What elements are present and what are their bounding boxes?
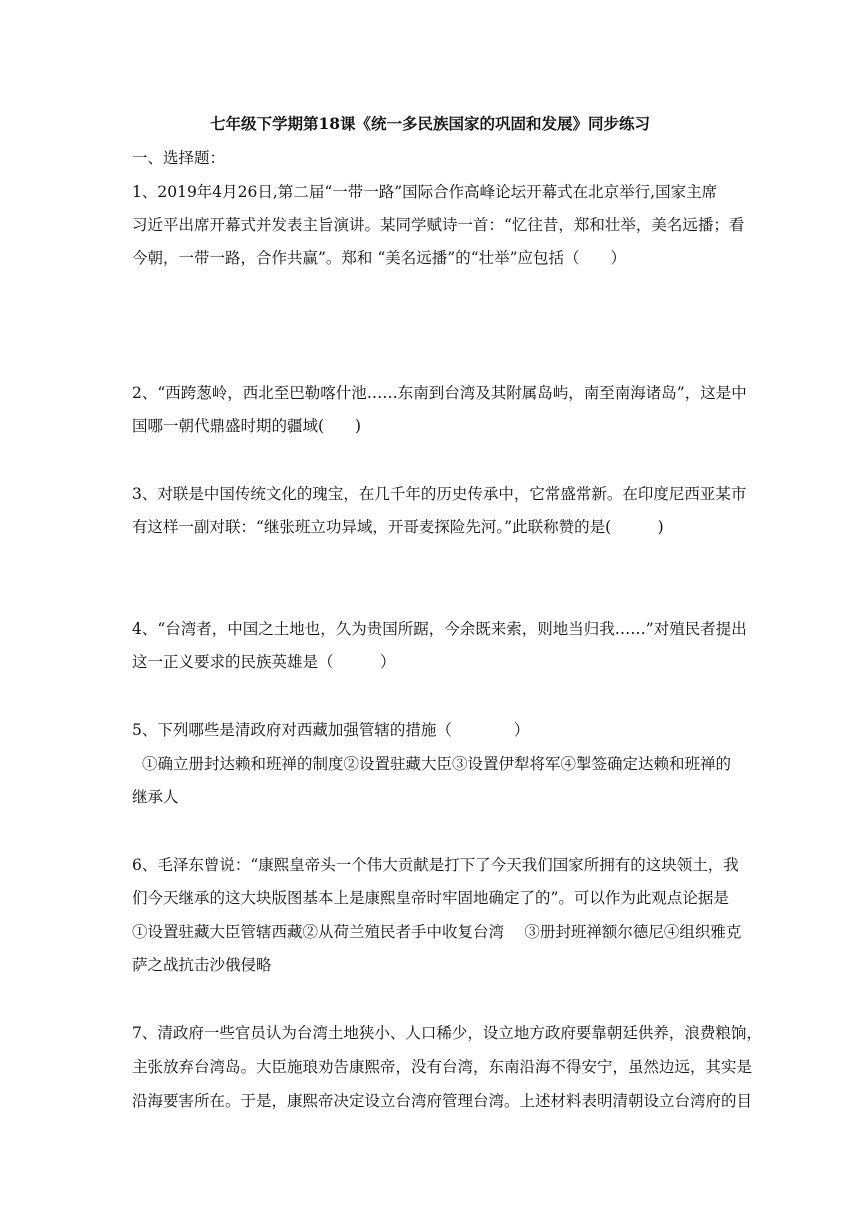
question-1-line-1: 1、2019年4月26日,第二届“一带一路”国际合作高峰论坛开幕式在北京举行,国家主席 xyxy=(132,183,718,201)
question-1-line-2: 习近平出席开幕式并发表主旨演讲。某同学赋诗一首：“忆往昔，郑和壮举，美名远播；看 xyxy=(132,216,745,234)
question-5-line-3: 继承人 xyxy=(132,788,179,806)
question-6-line-4: 萨之战抗击沙俄侵略 xyxy=(132,956,272,974)
question-3-line-2: 有这样一副对联：“继张班立功异域，开哥麦探险先河。”此联称赞的是( ) xyxy=(132,518,664,536)
question-7-line-3: 沿海要害所在。于是，康熙帝决定设立台湾府管理台湾。上述材料表明清朝设立台湾府的目 xyxy=(132,1092,753,1110)
question-4-line-1: 4、“台湾者，中国之土地也，久为贵国所踞，今余既来索，则地当归我……”对殖民者提出 xyxy=(132,620,747,638)
question-1-line-3: 今朝，一带一路，合作共赢”。郑和 “美名远播”的“壮举”应包括（ ） xyxy=(132,249,627,267)
question-5-line-1: 5、下列哪些是清政府对西藏加强管辖的措施（ ） xyxy=(132,721,530,739)
question-2-line-1: 2、“西跨葱岭，西北至巴勒喀什池……东南到台湾及其附属岛屿，南至南海诸岛”，这是中 xyxy=(132,384,747,402)
section-heading: 一、选择题： xyxy=(132,149,226,167)
question-4-line-2: 这一正义要求的民族英雄是（ ） xyxy=(132,653,396,671)
document-title: 七年级下学期第18课《统一多民族国家的巩固和发展》同步练习 xyxy=(209,114,651,133)
question-3-line-1: 3、对联是中国传统文化的瑰宝，在几千年的历史传承中，它常盛常新。在印度尼西亚某市 xyxy=(132,485,747,503)
question-6-line-3: ①设置驻藏大臣管辖西藏②从荷兰殖民者手中收复台湾 ③册封班禅额尔德尼④组织雅克 xyxy=(132,923,742,941)
question-5-line-2: ①确立册封达赖和班禅的制度②设置驻藏大臣③设置伊犁将军④掣签确定达赖和班禅的 xyxy=(142,755,732,773)
question-7-line-1: 7、清政府一些官员认为台湾土地狭小、人口稀少，设立地方政府要靠朝廷供养，浪费粮饷， xyxy=(132,1024,762,1042)
question-7-line-2: 主张放弃台湾岛。大臣施琅劝告康熙帝，没有台湾，东南沿海不得安宁，虽然边远，其实是 xyxy=(132,1058,753,1076)
question-6-line-2: 们今天继承的这大块版图基本上是康熙皇帝时牢固地确定了的”。可以作为此观点论据是 xyxy=(132,889,729,907)
question-6-line-1: 6、毛泽东曾说：“康熙皇帝头一个伟大贡献是打下了今天我们国家所拥有的这块领土，我 xyxy=(132,856,739,874)
question-2-line-2: 国哪一朝代鼎盛时期的疆域( ) xyxy=(132,417,362,435)
